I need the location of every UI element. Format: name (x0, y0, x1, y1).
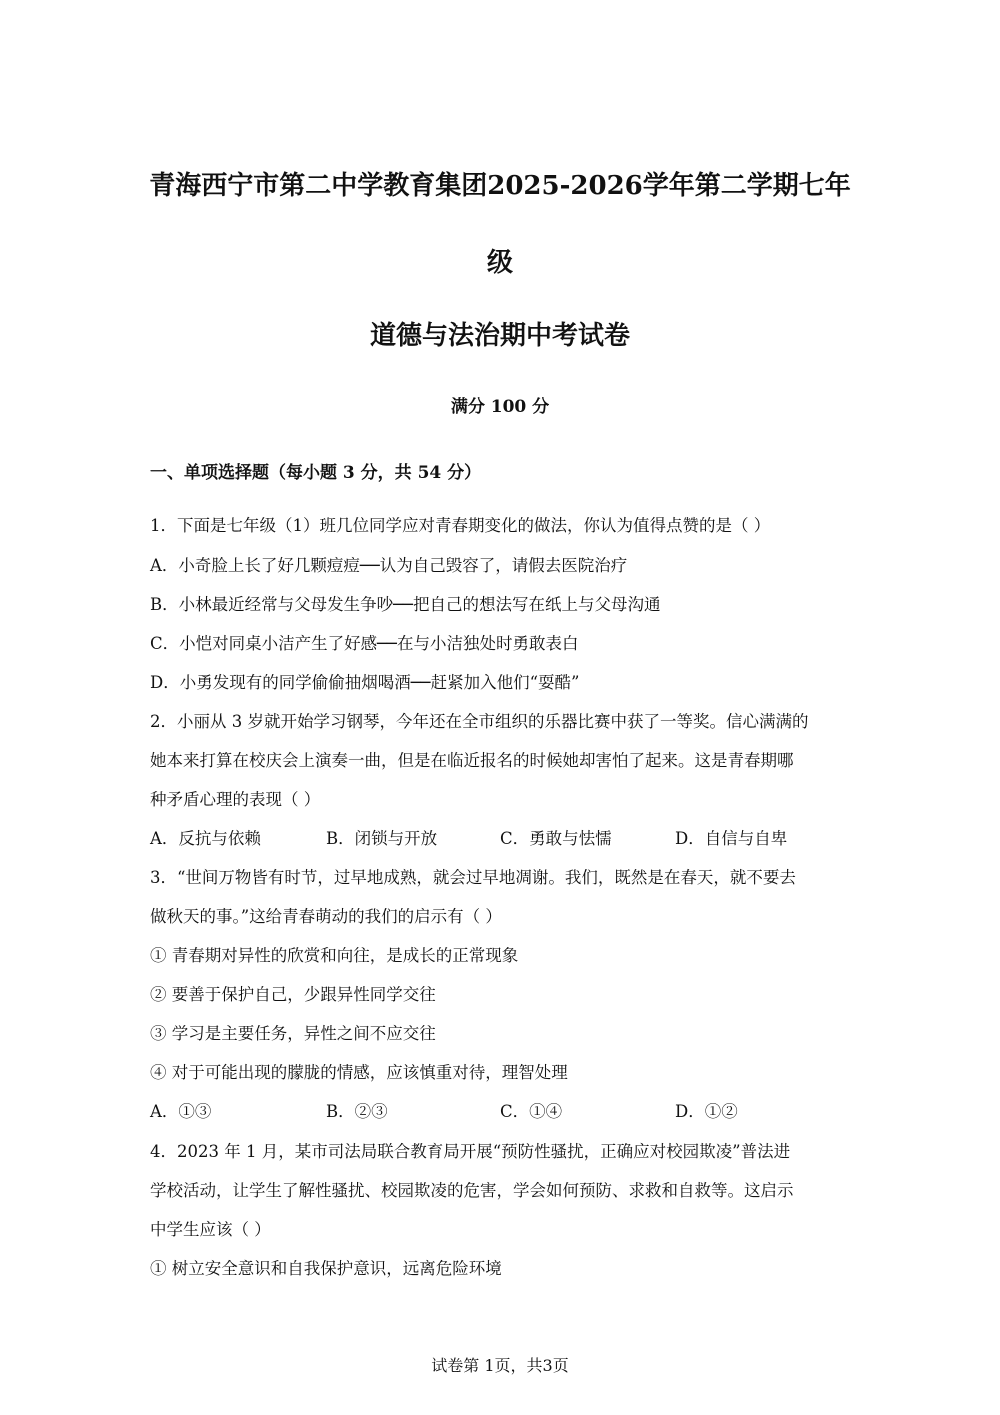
exam-title-line2: 级 (486, 248, 513, 278)
question-4-stem-line2: 学校活动，让学生了解性骚扰、校园欺凌的危害，学会如何预防、求救和自救等。这启示 (150, 1181, 794, 1200)
question-4-stem-line1: 4．2023 年 1 月，某市司法局联合教育局开展“预防性骚扰，正确应对校园欺凌”普法进 (150, 1142, 791, 1161)
question-3-option-d: D．①② (675, 1102, 738, 1121)
exam-title-line1: 青海西宁市第二中学教育集团2025-2026学年第二学期七年 (149, 171, 851, 201)
section-heading: 一、单项选择题（每小题 3 分，共 54 分） (150, 463, 482, 483)
page-footer: 试卷第 1页，共3页 (431, 1356, 569, 1375)
question-1-option-c: C．小恺对同桌小洁产生了好感──在与小洁独处时勇敢表白 (150, 634, 579, 653)
question-4-item-1: ① 树立安全意识和自我保护意识，远离危险环境 (150, 1259, 502, 1278)
question-2-option-d: D．自信与自卑 (675, 829, 788, 848)
question-3-stem-line1: 3．“世间万物皆有时节，过早地成熟，就会过早地凋谢。我们，既然是在春天，就不要去 (150, 868, 796, 887)
question-4-stem-line3: 中学生应该（ ） (150, 1220, 271, 1239)
question-1-option-a: A．小奇脸上长了好几颗痘痘──认为自己毁容了，请假去医院治疗 (150, 556, 628, 575)
question-2-stem-line1: 2．小丽从 3 岁就开始学习钢琴，今年还在全市组织的乐器比赛中获了一等奖。信心满满的 (150, 712, 809, 731)
exam-subject-title: 道德与法治期中考试卷 (369, 321, 630, 351)
question-3-item-2: ② 要善于保护自己，少跟异性同学交往 (150, 985, 436, 1004)
question-3-item-3: ③ 学习是主要任务，异性之间不应交往 (150, 1024, 436, 1043)
question-1-stem: 1．下面是七年级（1）班几位同学应对青春期变化的做法，你认为值得点赞的是（ ） (150, 516, 771, 535)
full-score: 满分 100 分 (450, 397, 550, 417)
question-3-option-c: C．①④ (500, 1102, 563, 1121)
question-1-option-d: D．小勇发现有的同学偷偷抽烟喝酒──赶紧加入他们“耍酷” (150, 673, 580, 692)
question-2-stem-line3: 种矛盾心理的表现（ ） (150, 790, 321, 809)
question-3-option-b: B．②③ (326, 1102, 388, 1121)
question-2-option-c: C．勇敢与怯懦 (500, 829, 612, 848)
question-2-option-a: A．反抗与依赖 (150, 829, 261, 848)
question-3-item-1: ① 青春期对异性的欣赏和向往，是成长的正常现象 (150, 946, 519, 965)
question-3-item-4: ④ 对于可能出现的朦胧的情感，应该慎重对待，理智处理 (150, 1063, 568, 1082)
question-2-stem-line2: 她本来打算在校庆会上演奏一曲，但是在临近报名的时候她却害怕了起来。这是青春期哪 (150, 751, 794, 770)
question-2-option-b: B．闭锁与开放 (326, 829, 438, 848)
question-1-option-b: B．小林最近经常与父母发生争吵──把自己的想法写在纸上与父母沟通 (150, 595, 661, 614)
question-3-option-a: A．①③ (150, 1102, 212, 1121)
question-3-stem-line2: 做秋天的事。”这给青春萌动的我们的启示有（ ） (150, 907, 502, 926)
